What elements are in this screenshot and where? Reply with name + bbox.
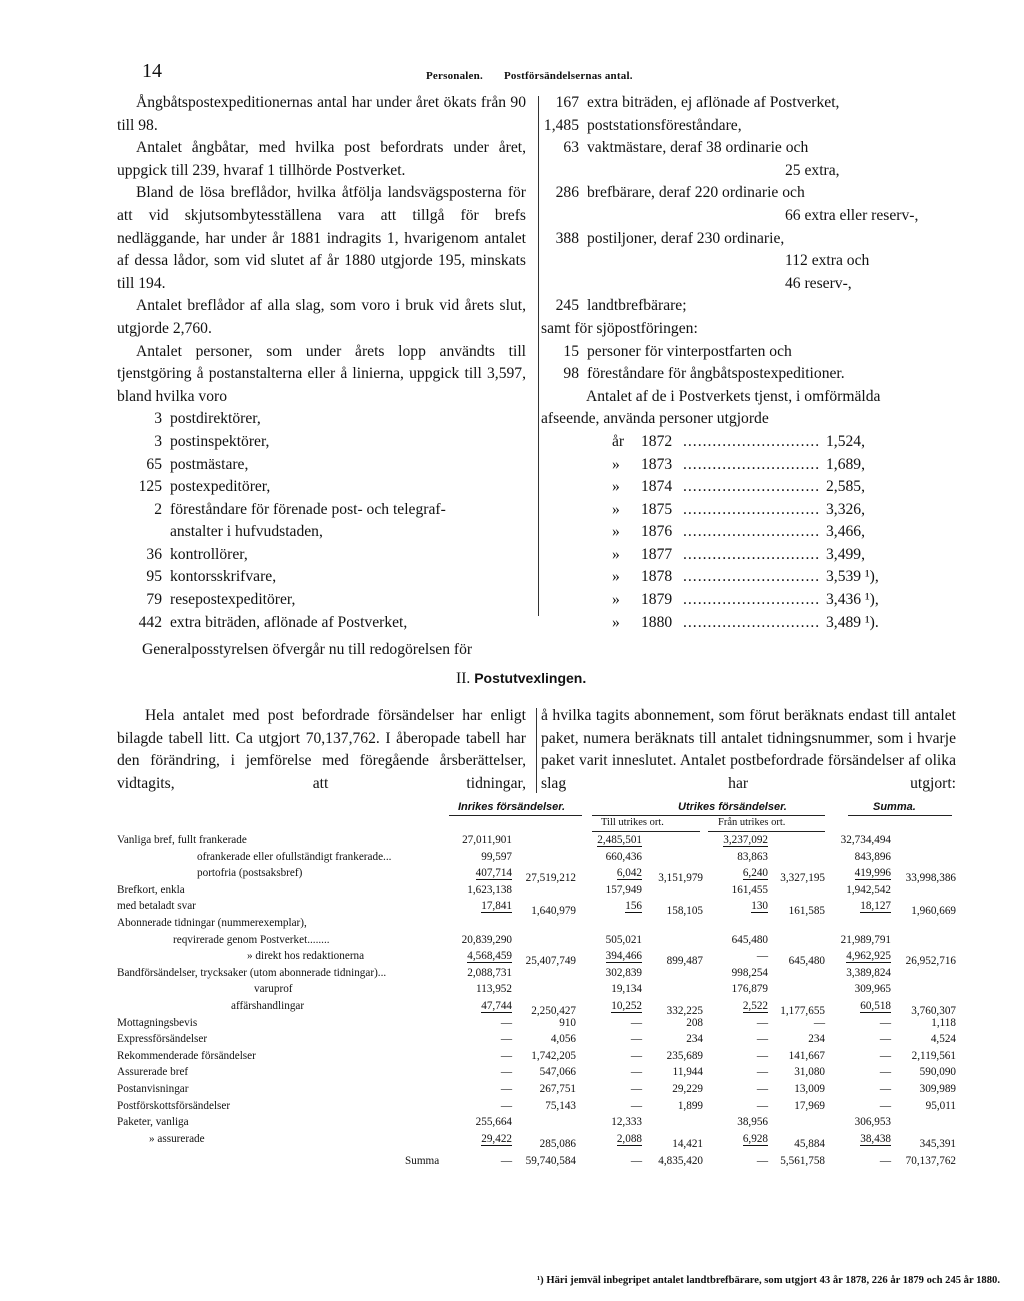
list-item [541,341,956,364]
paragraph: Bland de lösa breflådor, hvilka åtfölja landsvägsposterna för att vid skjutsombytesställena vara att tillgå för brefs nedläggande, har under år 1881 indragits 1, hvarigenom antalet af dessa lådor, som vid slutet af år 1880 utgjorde 195, minskats till 194. [117,184,526,292]
summa-cell: — [879,1155,891,1168]
table-cell: 843,896 [854,850,891,863]
table-cell: 1,960,669 [911,905,956,918]
list-item [117,408,526,431]
table-cell: — [756,1066,768,1079]
table-row-label: med betaladt svar [117,900,196,913]
year-value: 3,326, [826,500,865,518]
year-prefix: år [612,432,625,450]
dot-leader [683,566,820,589]
list-item [541,205,956,228]
year: 1875 [641,500,673,518]
table-cell: — [630,1066,642,1079]
list-text: anstalter i hufvudstaden, [170,523,323,541]
table-cell: 2,119,561 [911,1049,956,1062]
table-cell: 2,522 [742,1000,768,1012]
year: 1874 [641,478,673,496]
year: 1872 [641,432,673,450]
table-cell: 505,021 [605,933,642,946]
year: 1877 [641,545,673,563]
list-item [541,363,956,386]
table-row-label: » assurerade [149,1132,205,1145]
year-value: 3,539 ¹), [826,568,879,586]
table-cell: 32,734,494 [840,834,891,846]
list-text: föreståndare för förenade post- och telegraf- [170,500,446,518]
table-cell: 47,744 [481,1000,512,1012]
table-cell: — [630,1083,642,1095]
table-cell: — [879,1016,891,1029]
summa-cell: 4,835,420 [658,1155,703,1168]
table-cell: 31,080 [794,1066,825,1079]
right-column [541,92,956,634]
list-count: 79 [146,591,162,609]
section-heading: Postutvexlingen. [474,670,587,686]
table-cell: 156 [625,900,642,913]
year-prefix: » [612,523,620,541]
table-row-label: ofrankerade eller ofullständigt frankerade... [197,850,392,863]
table-cell: 899,487 [666,955,703,968]
year: 1880 [641,613,673,631]
year-value: 3,466, [826,523,865,541]
table-row-label: Paketer, vanliga [117,1116,189,1129]
table-cell: 547,066 [539,1066,576,1079]
list-text: extra biträden, aflönade af Postverket, [170,613,408,631]
table-cell: 645,480 [731,933,768,946]
table-cell: 130 [751,900,768,913]
table-cell: 26,952,716 [905,955,956,968]
year-value: 3,436 ¹), [826,591,879,609]
list-count: 95 [146,568,162,586]
table-row-label: reqvirerade genom Postverket........ [173,933,330,946]
list-text: personer för vinterpostfarten och [587,342,792,360]
list-text: föreståndare för ångbåtspostexpeditioner. [587,365,845,383]
list-count: 65 [146,455,162,473]
list-count [541,273,579,296]
table-row-label: portofria (postsaksbref) [197,867,303,880]
table-cell: 4,568,459 [467,950,512,963]
table-cell: 17,841 [481,900,512,913]
year-value: 3,499, [826,545,865,563]
table-cell: 1,177,655 [780,1005,825,1017]
table-cell: — [630,1016,642,1029]
table-cell: — [813,1016,825,1029]
paragraph: Antalet ångbåtar, med hvilka post befordrats under året, uppgick till 239, hvaraf 1 tillhörde Postverket. [117,139,526,179]
summa-cell: — [500,1155,512,1168]
samt-line: samt för sjöpostföringen: [541,319,698,337]
list-text: 46 reserv-, [785,274,852,292]
table-cell: 12,333 [611,1116,642,1129]
header-till: Till utrikes ort. [601,817,664,828]
left-column [117,92,526,634]
list-text: postexpeditörer, [170,478,271,496]
page-number: 14 [142,60,162,82]
table-cell: 1,899 [677,1099,703,1112]
table-cell: 2,250,427 [531,1005,576,1017]
table-cell: 113,952 [476,983,512,996]
year-prefix: » [612,613,620,631]
staff-list [541,341,956,386]
table-cell: 332,225 [666,1005,703,1017]
year-value: 2,585, [826,478,865,496]
header-subject: Postförsändelsernas antal. [504,70,633,82]
table-cell: 3,389,824 [846,966,891,979]
list-count [541,205,579,228]
header-utrikes: Utrikes försändelser. [678,801,787,813]
table-cell: 176,879 [731,983,768,996]
table-row-label: Mottagningsbevis [117,1016,198,1029]
year-value: 3,489 ¹). [826,613,879,631]
list-count [117,521,162,544]
dot-leader [683,476,820,499]
table-cell: 27,011,901 [462,834,512,846]
column-divider [536,708,537,793]
staff-list [117,408,526,634]
table-cell: 83,863 [737,850,768,863]
table-cell: 419,996 [854,867,891,880]
section-right-paragraph: å hvilka tagits abonnement, som förut beräknats endast till antalet paket, numera beräknats till antalet tidningsnummer, som i hvarje paket varit inneslutet. Antalet postbefordrade försändelser af olika slag har utgjort: [541,707,956,792]
table-cell: 14,421 [672,1137,703,1150]
header-section: Personalen. [426,70,483,82]
table-cell: 161,455 [731,883,768,896]
table-cell: 309,965 [854,983,891,996]
dot-leader [683,431,820,454]
list-item [541,273,956,296]
table-cell: 157,949 [605,883,642,896]
year-prefix: » [612,545,620,563]
table-cell: 29,229 [672,1083,703,1095]
table-cell: 267,751 [539,1083,576,1095]
year: 1876 [641,523,673,541]
table-cell: 20,839,290 [461,933,512,946]
table-cell: 29,422 [481,1132,512,1145]
table-cell: 306,953 [854,1116,891,1129]
paragraph: Antalet af de i Postverkets tjenst, i omförmälda [586,387,881,405]
year-prefix: » [612,478,620,496]
dot-leader [683,589,820,612]
table-cell: 161,585 [788,905,825,918]
list-item [117,454,526,477]
table-cell: 18,127 [860,900,891,913]
table-cell: 19,134 [611,983,642,996]
table-cell: 25,407,749 [525,955,576,968]
table-cell: 345,391 [919,1137,956,1150]
dot-leader [683,612,820,635]
list-count: 245 [555,297,579,315]
table-cell: — [500,1049,512,1062]
list-text: kontorsskrifvare, [170,568,277,586]
table-cell: 234 [686,1033,703,1046]
year-list [541,431,956,634]
header-brace [449,815,582,816]
footnote: ¹) Häri jemväl inbegripet antalet landtbrefbärare, som utgjort 43 år 1878, 226 år 1879 och 245 år 1880. [537,1275,1000,1286]
header-fran: Från utrikes ort. [718,817,786,828]
list-count: 167 [555,94,579,111]
table-row-label: Rekommenderade försändelser [117,1049,256,1062]
list-text: postinspektörer, [170,432,270,450]
table-cell: 27,519,212 [525,872,576,885]
table-cell: — [500,1083,512,1095]
header-brace [848,815,952,816]
list-item [117,544,526,567]
table-cell: 407,714 [475,867,512,880]
section-number: II. [456,670,471,687]
year-value: 1,689, [826,455,865,473]
year-prefix: » [612,591,620,609]
header-brace [592,831,700,832]
dot-leader [683,454,820,477]
table-cell: 4,056 [550,1033,576,1046]
list-text: kontrollörer, [170,545,248,563]
table-row-label: Postanvisningar [117,1083,189,1095]
list-count: 15 [563,342,579,360]
table-cell: — [500,1016,512,1029]
list-count: 36 [146,545,162,563]
year-row [541,589,956,612]
summa-label: Summa [405,1155,440,1168]
list-count: 442 [138,613,162,631]
summa-cell: 59,740,584 [525,1155,576,1168]
table-row-label: Expressförsändelser [117,1033,208,1046]
list-text: postiljoner, deraf 230 ordinarie, [587,229,785,247]
list-item [541,182,956,205]
table-cell: 1,640,979 [531,905,576,918]
list-item [541,250,956,273]
paragraph: Ångbåtspostexpeditionernas antal har under året ökats från 90 till 98. [117,94,526,134]
list-count: 125 [138,478,162,496]
table-cell: 590,090 [919,1066,956,1079]
table-cell: — [879,1099,891,1112]
list-text: postmästare, [170,455,249,473]
table-cell: 158,105 [666,905,703,918]
table-cell: — [756,1083,768,1095]
table-cell: 234 [808,1033,825,1046]
header-summa: Summa. [873,801,916,813]
table-cell: — [879,1066,891,1079]
table-cell: 1,118 [931,1016,956,1029]
list-item [541,137,956,160]
table-cell: — [756,1016,768,1029]
summa-cell: — [630,1155,642,1168]
list-item [541,295,956,318]
year-row [541,476,956,499]
closing-line: Generalposstyrelsen öfvergår nu till redogörelsen för [142,641,473,658]
list-text: 66 extra eller reserv-, [785,206,919,224]
table-cell: 3,327,195 [780,872,825,885]
year-row [541,521,956,544]
header-inrikes: Inrikes försändelser. [458,801,565,813]
table-cell: — [756,1033,768,1046]
table-cell: 660,436 [605,850,642,863]
table-cell: 309,989 [919,1083,956,1095]
table-cell: 235,689 [666,1049,703,1062]
year-row [541,499,956,522]
list-item [117,476,526,499]
table-cell: 1,623,138 [467,883,512,896]
table-cell: — [500,1066,512,1079]
table-cell: 910 [559,1016,576,1029]
table-cell: 10,252 [611,1000,642,1012]
summa-cell: 5,561,758 [780,1155,825,1168]
list-count [541,250,579,273]
year: 1873 [641,455,673,473]
list-text: brefbärare, deraf 220 ordinarie och [587,184,805,202]
staff-list [541,92,956,318]
dot-leader [683,544,820,567]
year-prefix: » [612,568,620,586]
table-cell: 38,956 [737,1116,768,1129]
table-cell: 302,839 [605,966,642,979]
table-cell: — [500,1033,512,1046]
list-count: 63 [563,139,579,157]
year: 1879 [641,591,673,609]
list-count [541,160,579,183]
table-cell: — [630,1033,642,1046]
paragraph: afseende, använda personer utgjorde [541,410,769,428]
table-row-label: Abonnerade tidningar (nummerexemplar), [117,917,307,929]
year-prefix: » [612,455,620,473]
list-item [541,160,956,183]
summa-cell: — [756,1155,768,1168]
table-row-label: varuprof [254,983,293,996]
list-item [117,612,526,635]
table-cell: 208 [686,1016,703,1029]
list-text: poststationsföreståndare, [587,116,742,134]
table-cell: 95,011 [925,1099,956,1112]
year-row [541,544,956,567]
year: 1878 [641,568,673,586]
list-text: landtbrefbärare; [587,297,687,315]
table-cell: 3,760,307 [911,1005,956,1017]
table-cell: — [879,1049,891,1062]
list-item [541,115,956,138]
table-cell: 1,742,205 [531,1049,576,1062]
table-cell: 75,143 [545,1099,576,1112]
list-text: 112 extra och [785,252,870,270]
table-cell: 45,884 [794,1137,825,1150]
list-count: 388 [555,229,579,247]
table-cell: — [500,1099,512,1112]
table-cell: 6,240 [742,867,768,880]
table-cell: 645,480 [788,955,825,968]
list-count: 2 [154,500,162,518]
table-cell: 141,667 [788,1049,825,1062]
table-cell: 38,438 [860,1132,891,1145]
table-cell: 4,524 [930,1033,956,1046]
year-value: 1,524, [826,432,865,450]
table-cell: 2,088 [616,1132,642,1145]
header-brace [592,815,825,816]
table-cell: 998,254 [731,966,768,979]
list-count: 1,485 [543,116,579,134]
table-cell: 394,466 [605,950,642,963]
table-cell: 6,042 [616,867,642,880]
list-text: vaktmästare, deraf 38 ordinarie och [587,139,809,157]
paragraph: Antalet personer, som under årets lopp användts till tjenstgöring å postanstalterna eller å linierna, uppgick till 3,597, bland hvilka voro [117,342,526,405]
column-divider [538,96,539,616]
table-row-label: affärshandlingar [231,1000,305,1012]
table-cell: 33,998,386 [905,872,956,885]
list-text: postdirektörer, [170,410,261,428]
table-row-label: Postförskottsförsändelser [117,1099,231,1112]
table-cell: 2,485,501 [597,834,642,846]
table-row-label: Vanliga bref, fullt frankerade [117,834,247,846]
list-item [117,589,526,612]
paragraph: Antalet breflådor af alla slag, som voro i bruk vid årets slut, utgjorde 2,760. [117,297,526,337]
list-count: 3 [154,432,162,450]
table-cell: 60,518 [860,1000,891,1012]
list-count: 3 [154,410,162,428]
dot-leader [683,521,820,544]
table-cell: 6,928 [742,1132,768,1145]
section-left-paragraph: Hela antalet med post befordrade försändelser har enligt bilagde tabell litt. Ca utgjort 70,137,762. I åberopade tabell har den förändring, i jemförelse med föregående årsberättelser, vidtagits, att tidningar, [117,707,526,792]
table-cell: — [630,1099,642,1112]
table-cell: 13,009 [794,1083,825,1095]
table-cell: 1,942,542 [846,883,891,896]
list-text: extra biträden, ej aflönade af Postverket, [587,94,840,111]
year-row [541,612,956,635]
table-cell: — [630,1049,642,1062]
header-brace [708,831,825,832]
section-title [456,670,586,688]
list-count: 98 [563,365,579,383]
list-item [117,431,526,454]
dot-leader [683,499,820,522]
table-cell: 4,962,925 [846,950,891,963]
table-row-label: Bandförsändelser, trycksaker (utom abonnerade tidningar)... [117,966,387,979]
table-cell: — [756,1049,768,1062]
list-item [117,521,526,544]
table-row-label: » direkt hos redaktionerna [247,950,365,963]
list-text: resepostexpeditörer, [170,591,296,609]
year-row [541,431,956,454]
table-cell: 255,664 [475,1116,512,1129]
year-row [541,566,956,589]
table-row-label: Assurerade bref [117,1066,189,1079]
list-item [541,92,956,115]
table-cell: — [756,1099,768,1112]
list-item [541,228,956,251]
table-cell: 17,969 [794,1099,825,1112]
table-cell: 2,088,731 [467,966,512,979]
table-cell: 285,086 [539,1137,576,1150]
summa-cell: 70,137,762 [905,1155,956,1168]
table-cell: — [756,950,768,963]
list-item [117,566,526,589]
list-text: 25 extra, [785,161,840,179]
table-cell: 99,597 [481,850,512,863]
list-item [117,499,526,522]
list-count: 286 [555,184,579,202]
table-row-label: Brefkort, enkla [117,883,185,896]
table-cell: — [879,1083,891,1095]
table-cell: 21,989,791 [840,933,891,946]
table-cell: 11,944 [672,1066,703,1079]
year-prefix: » [612,500,620,518]
year-row [541,454,956,477]
table-cell: 3,237,092 [723,834,768,846]
table-cell: — [879,1033,891,1046]
table-cell: 3,151,979 [658,872,703,885]
